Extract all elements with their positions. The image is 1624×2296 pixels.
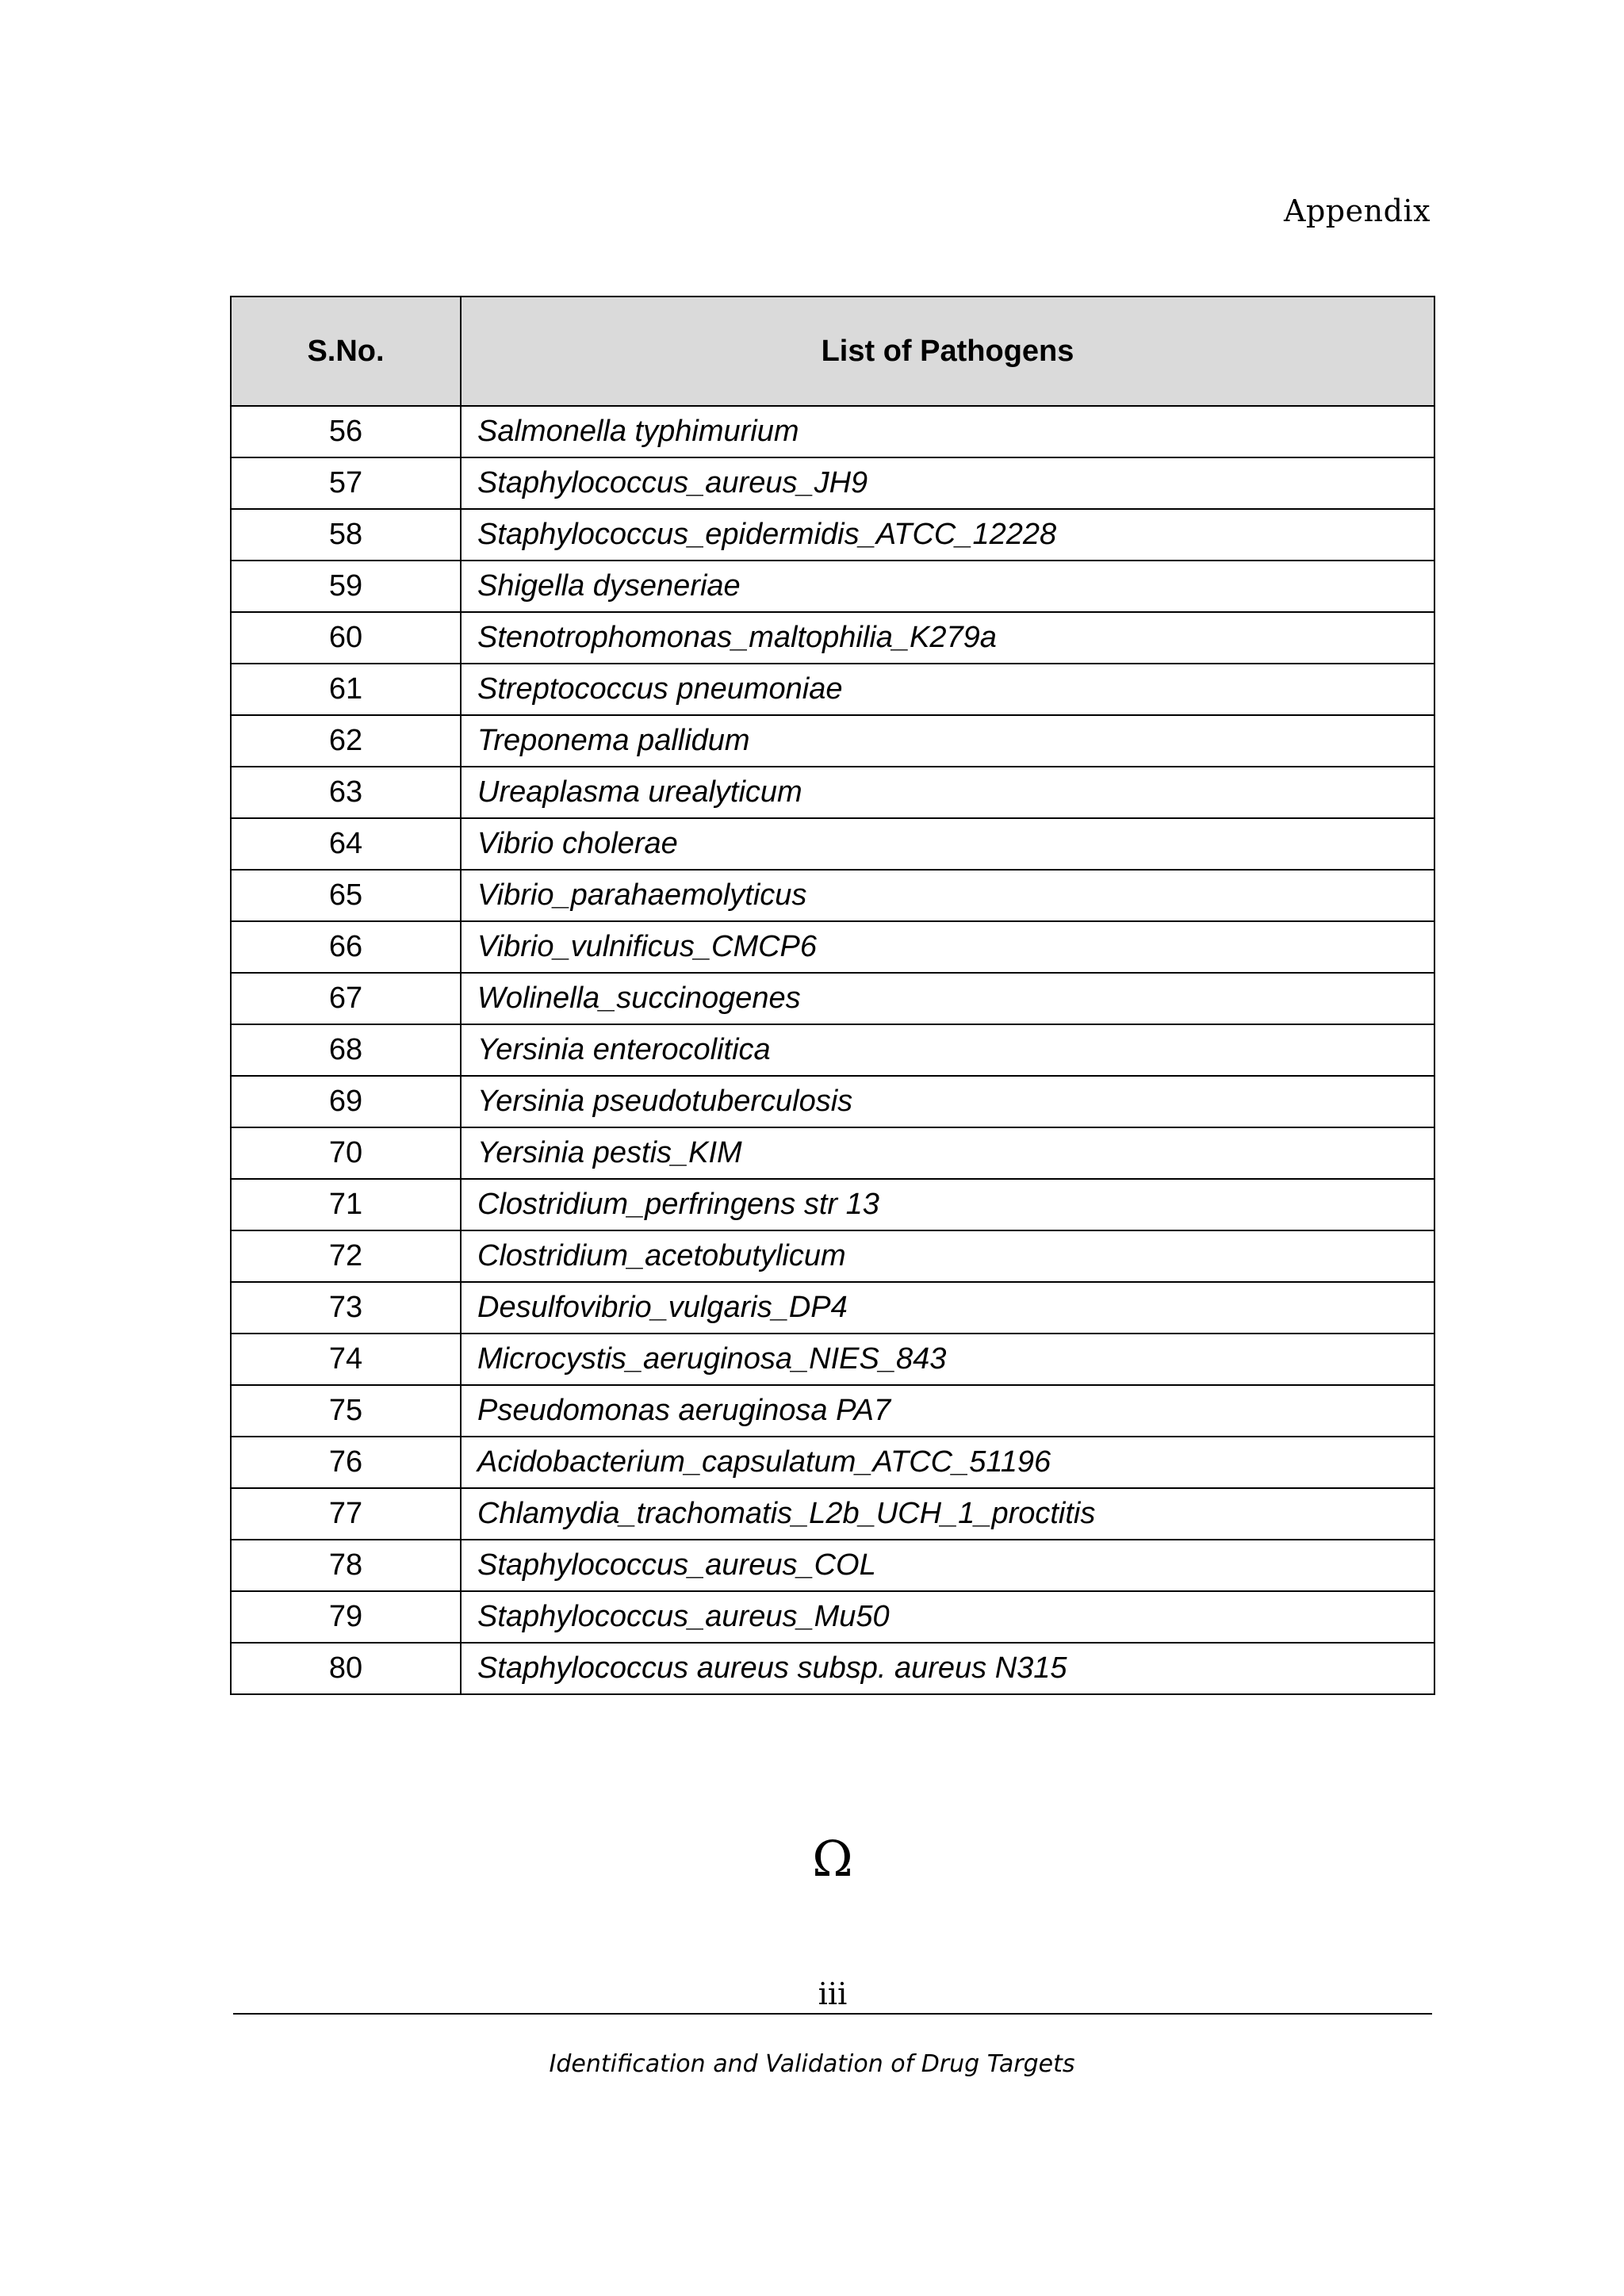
- row-sno: 79: [231, 1591, 461, 1643]
- table-row: [231, 973, 1434, 1024]
- table-header: [231, 297, 1434, 406]
- table-row: [231, 870, 1434, 921]
- row-pathogen-name: Microcystis_aeruginosa_NIES_843: [461, 1334, 1434, 1385]
- row-sno: 67: [231, 973, 461, 1024]
- row-sno: 62: [231, 715, 461, 767]
- row-sno: 66: [231, 921, 461, 973]
- row-pathogen-name: Stenotrophomonas_maltophilia_K279a: [461, 612, 1434, 664]
- table-row: [231, 1540, 1434, 1591]
- row-pathogen-name: Treponema pallidum: [461, 715, 1434, 767]
- row-pathogen-name: Vibrio_vulnificus_CMCP6: [461, 921, 1434, 973]
- row-pathogen-name: Shigella dyseneriae: [461, 561, 1434, 612]
- column-header-sno: S.No.: [231, 297, 461, 406]
- row-sno: 70: [231, 1127, 461, 1179]
- row-sno: 60: [231, 612, 461, 664]
- row-pathogen-name: Acidobacterium_capsulatum_ATCC_51196: [461, 1437, 1434, 1488]
- table-row: [231, 818, 1434, 870]
- table-row: [231, 664, 1434, 715]
- row-sno: 68: [231, 1024, 461, 1076]
- row-sno: 78: [231, 1540, 461, 1591]
- row-sno: 69: [231, 1076, 461, 1127]
- row-pathogen-name: Staphylococcus_aureus_COL: [461, 1540, 1434, 1591]
- row-pathogen-name: Pseudomonas aeruginosa PA7: [461, 1385, 1434, 1437]
- end-mark-omega: Ω: [812, 1830, 853, 1888]
- row-sno: 74: [231, 1334, 461, 1385]
- row-pathogen-name: Wolinella_succinogenes: [461, 973, 1434, 1024]
- table-row: [231, 1488, 1434, 1540]
- footer-divider: [233, 2013, 1432, 2015]
- table-row: [231, 1385, 1434, 1437]
- row-pathogen-name: Desulfovibrio_vulgaris_DP4: [461, 1282, 1434, 1334]
- table-row: [231, 1127, 1434, 1179]
- row-sno: 72: [231, 1230, 461, 1282]
- table-row: [231, 1282, 1434, 1334]
- table-body: [231, 406, 1434, 1694]
- row-pathogen-name: Yersinia pseudotuberculosis: [461, 1076, 1434, 1127]
- row-pathogen-name: Staphylococcus aureus subsp. aureus N315: [461, 1643, 1434, 1694]
- row-sno: 63: [231, 767, 461, 818]
- table-row: [231, 1024, 1434, 1076]
- table-row: [231, 1591, 1434, 1643]
- row-pathogen-name: Staphylococcus_aureus_JH9: [461, 457, 1434, 509]
- table-row: [231, 921, 1434, 973]
- table-row: [231, 1076, 1434, 1127]
- row-sno: 58: [231, 509, 461, 561]
- table-row: [231, 406, 1434, 457]
- row-pathogen-name: Yersinia pestis_KIM: [461, 1127, 1434, 1179]
- row-sno: 64: [231, 818, 461, 870]
- row-pathogen-name: Streptococcus pneumoniae: [461, 664, 1434, 715]
- table-row: [231, 1230, 1434, 1282]
- row-sno: 80: [231, 1643, 461, 1694]
- pathogen-table: [230, 296, 1435, 1695]
- row-pathogen-name: Chlamydia_trachomatis_L2b_UCH_1_proctitis: [461, 1488, 1434, 1540]
- row-sno: 73: [231, 1282, 461, 1334]
- row-pathogen-name: Yersinia enterocolitica: [461, 1024, 1434, 1076]
- table-row: [231, 715, 1434, 767]
- row-sno: 75: [231, 1385, 461, 1437]
- row-pathogen-name: Salmonella typhimurium: [461, 406, 1434, 457]
- column-header-pathogens: List of Pathogens: [461, 297, 1434, 406]
- row-sno: 76: [231, 1437, 461, 1488]
- table-row: [231, 561, 1434, 612]
- table-header-row: [231, 297, 1434, 406]
- row-pathogen-name: Staphylococcus_aureus_Mu50: [461, 1591, 1434, 1643]
- row-sno: 59: [231, 561, 461, 612]
- row-pathogen-name: Ureaplasma urealyticum: [461, 767, 1434, 818]
- running-header: Appendix: [1284, 193, 1431, 228]
- row-sno: 56: [231, 406, 461, 457]
- row-sno: 77: [231, 1488, 461, 1540]
- table-row: [231, 612, 1434, 664]
- row-pathogen-name: Vibrio cholerae: [461, 818, 1434, 870]
- table-row: [231, 1643, 1434, 1694]
- row-sno: 71: [231, 1179, 461, 1230]
- row-pathogen-name: Vibrio_parahaemolyticus: [461, 870, 1434, 921]
- footer-title: Identification and Validation of Drug Targets: [549, 2050, 1075, 2078]
- table-row: [231, 767, 1434, 818]
- row-pathogen-name: Clostridium_acetobutylicum: [461, 1230, 1434, 1282]
- page-number: iii: [818, 1976, 848, 2011]
- row-sno: 61: [231, 664, 461, 715]
- table-row: [231, 509, 1434, 561]
- row-pathogen-name: Clostridium_perfringens str 13: [461, 1179, 1434, 1230]
- row-sno: 65: [231, 870, 461, 921]
- row-pathogen-name: Staphylococcus_epidermidis_ATCC_12228: [461, 509, 1434, 561]
- table-row: [231, 1437, 1434, 1488]
- table-row: [231, 457, 1434, 509]
- row-sno: 57: [231, 457, 461, 509]
- table-row: [231, 1179, 1434, 1230]
- table-row: [231, 1334, 1434, 1385]
